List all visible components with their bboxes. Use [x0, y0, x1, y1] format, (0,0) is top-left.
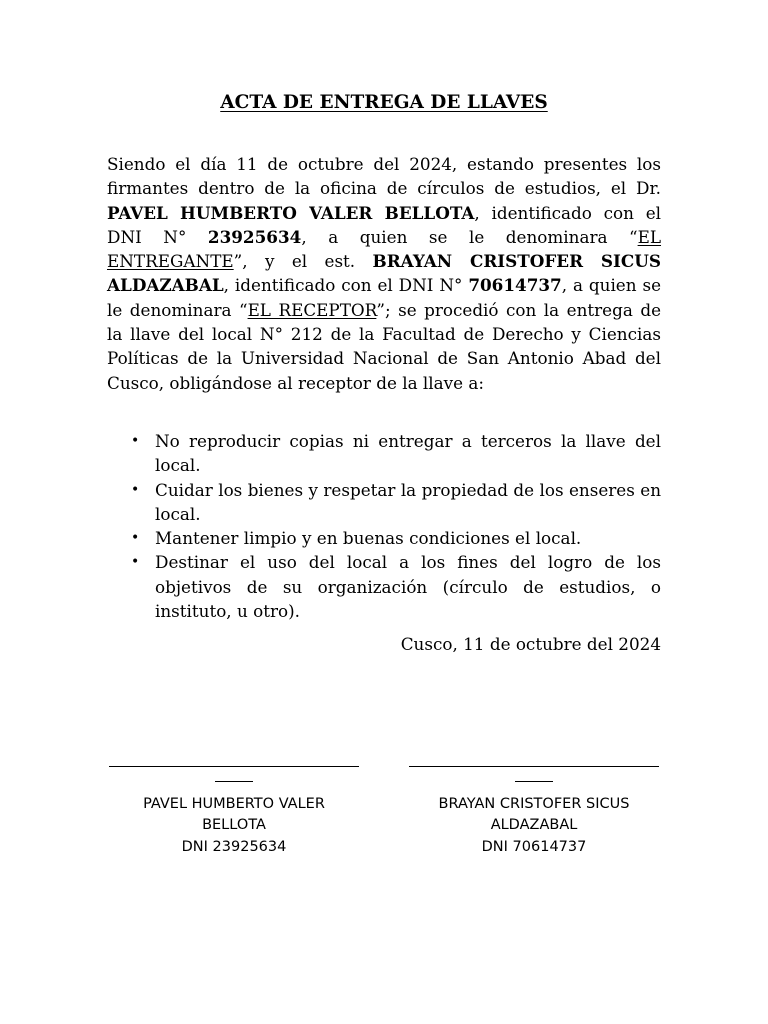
- signature-line-continuation: [515, 767, 553, 782]
- signature-block-receiver: [409, 754, 659, 858]
- signature-line: [409, 754, 659, 767]
- deliverer-name: PAVEL HUMBERTO VALER BELLOTA: [107, 202, 475, 223]
- paragraph-text: , a quien se le denominara “: [107, 275, 661, 320]
- paragraph-text: Siendo el día 11 de octubre del 2024, estando presentes los firmantes dentro de la oficina de círculos de estudios, el Dr.: [107, 154, 661, 199]
- list-item: [107, 478, 661, 527]
- signer-name-line1: PAVEL HUMBERTO VALER: [143, 795, 325, 812]
- bullet-icon: •: [131, 530, 140, 547]
- signer-name-line2: BELLOTA: [202, 817, 266, 833]
- obligations-list: [107, 429, 661, 623]
- bullet-icon: •: [131, 433, 140, 449]
- signer-name-line2: ALDAZABAL: [490, 817, 578, 833]
- list-item: [107, 526, 661, 550]
- obligation-text: Mantener limpio y en buenas condiciones el local.: [155, 528, 582, 549]
- signer-name-line1: BRAYAN CRISTOFER SICUS: [438, 795, 630, 812]
- signature-line-continuation: [215, 767, 253, 782]
- receiver-name: BRAYAN CRISTOFER SICUS ALDAZABAL: [107, 251, 661, 296]
- obligation-text: No reproducir copias ni entregar a terceros la llave del local.: [155, 431, 661, 476]
- receiver-dni: 70614737: [468, 275, 562, 296]
- place-date: Cusco, 11 de octubre del 2024: [400, 634, 661, 654]
- list-item: [107, 429, 661, 478]
- list-item: [107, 550, 661, 623]
- paragraph-text: , a quien se le denominara “: [301, 226, 638, 247]
- bullet-icon: •: [131, 481, 140, 498]
- obligation-text: Cuidar los bienes y respetar la propiedad de los enseres en local.: [155, 479, 661, 524]
- paragraph-text: ”, y el est.: [233, 251, 373, 272]
- signer-dni: DNI 70614737: [481, 838, 587, 855]
- receiver-role: EL RECEPTOR: [247, 299, 377, 320]
- signer-dni: DNI 23925634: [181, 838, 287, 855]
- deliverer-dni: 23925634: [207, 226, 302, 247]
- obligation-text: Destinar el uso del local a los fines del logro de los objetivos de su organización (círculo de estudios, o instituto, u otro).: [155, 552, 661, 622]
- document-title: ACTA DE ENTREGA DE LLAVES: [220, 92, 548, 113]
- bullet-icon: •: [131, 554, 140, 571]
- signature-block-deliverer: [109, 754, 359, 858]
- deliverer-role: EL ENTREGANTE: [107, 226, 662, 272]
- paragraph-text: ”; se procedió con la entrega de la llave del local N° 212 de la Facultad de Derecho y Ciencias Políticas de la Universidad Nacional de San Antonio Abad del Cusco, obligándose al receptor de la llave a:: [107, 299, 661, 393]
- paragraph-text: , identificado con el DNI N°: [107, 202, 661, 247]
- paragraph-text: , identificado con el DNI N°: [223, 275, 469, 296]
- signature-line: [109, 754, 359, 767]
- intro-paragraph: [107, 152, 661, 395]
